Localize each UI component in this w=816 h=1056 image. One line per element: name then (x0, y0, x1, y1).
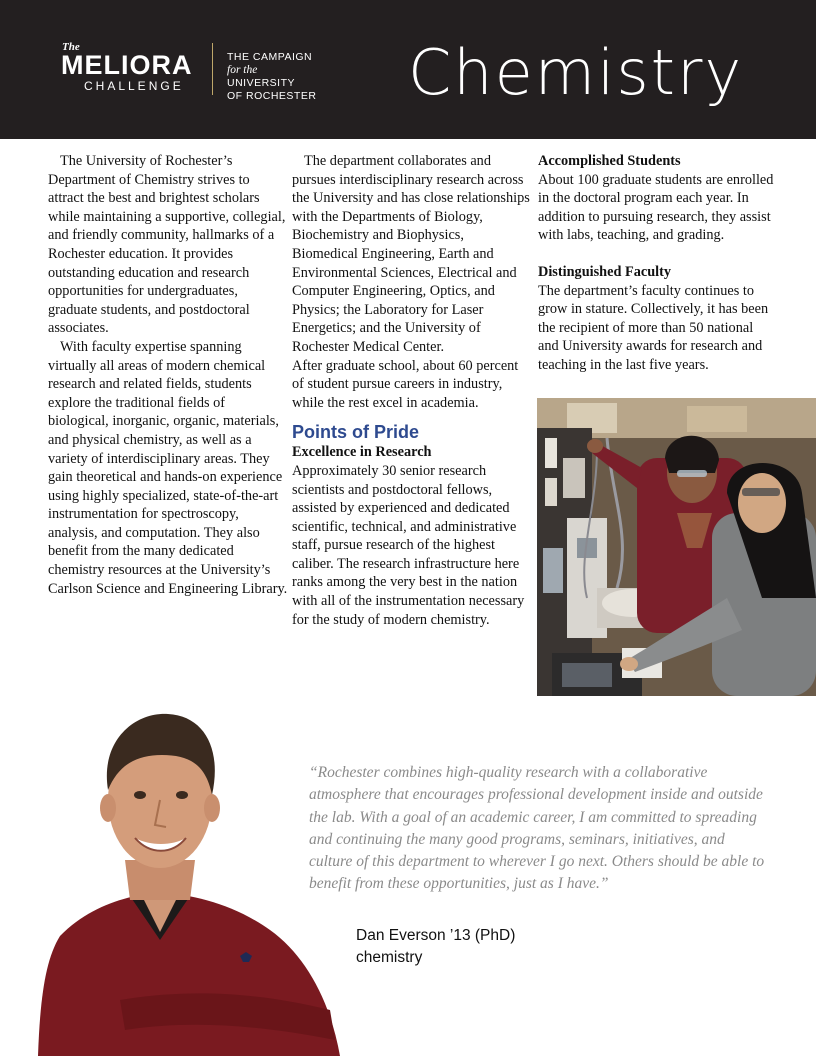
logo-campaign-text (227, 51, 326, 103)
expertise-paragraph: With faculty expertise spanning virtually all areas of modern chemical research and related fields, students explore the traditional fields of biological, inorganic, organic, materials, and physical chemistry, as well as a variety of interdisciplinary areas. They gain theoretical and hands-on experience using highly specialized, state-of-the-art instrumentation for spectroscopy, analysis, and computation. They also benefit from the many dedicated chemistry resources at the University’s Carlson Science and Engineering Library. (48, 338, 288, 597)
campaign-line-3: OF ROCHESTER (227, 90, 317, 102)
logo-challenge: CHALLENGE (84, 79, 184, 93)
students-text: About 100 graduate students are enrolled in the doctoral program each year. In addition to pursuing research, they assist with labs, teaching, and grading. (538, 171, 774, 244)
campaign-line-1: THE CAMPAIGN (227, 51, 313, 63)
section-gap (538, 245, 774, 263)
students-heading: Accomplished Students (538, 153, 681, 169)
campaign-line-2-italic: for the (227, 64, 258, 76)
column-2 (292, 152, 532, 629)
campaign-line-2 (227, 64, 326, 90)
logo-the: The (62, 41, 80, 53)
careers-paragraph: After graduate school, about 60 percent of student pursue careers in industry, while the rest excel in academia. (292, 357, 519, 411)
points-of-pride-heading: Points of Pride (292, 422, 420, 443)
student-portrait (0, 700, 345, 1056)
student-portrait-illustration (0, 700, 345, 1056)
column-1 (48, 152, 288, 598)
excellence-text: Approximately 30 senior research scientists and postdoctoral fellows, assisted by experienced and dedicated scientific, technical, and administrative staff, pursue research of the highest caliber. The research infrastructure here ranks among the very best in the nation with all of the instrumentation necessary for the study of modern chemistry. (292, 462, 525, 628)
header-banner (0, 0, 816, 139)
meliora-challenge-logo (58, 41, 326, 102)
faculty-heading: Distinguished Faculty (538, 263, 672, 280)
logo-divider (212, 43, 213, 95)
column-3 (538, 152, 774, 375)
collaboration-paragraph: The department collaborates and pursues interdisciplinary research across the University and has close relationships with the Departments of Biology, Biochemistry and Biophysics, Biomedical Engineering, Earth and Environmental Sciences, Electrical and Computer Engineering, Optics, and Physics; the Laboratory for Laser Energetics; and the University of Rochester Medical Center. (292, 153, 530, 355)
quote-department: chemistry (356, 949, 423, 966)
faculty-text: The department’s faculty continues to grow in stature. Collectively, it has been the recipient of more than 50 national and University awards for research and teaching in the last five years. (538, 282, 769, 373)
page-title: Chemistry (408, 36, 744, 109)
lab-photo-illustration (537, 398, 816, 696)
intro-paragraph: The University of Rochester’s Department of Chemistry strives to attract the best and brightest scholars while maintaining a supportive, collegial, and friendly community, hallmarks of a Rochester education. It provides outstanding education and research opportunities for undergraduates, graduate students, and postdoctoral associates. (48, 153, 286, 337)
campaign-line-2-text: UNIVERSITY (227, 77, 296, 89)
logo-name: MELIORA (61, 50, 193, 80)
quote-attribution (356, 925, 515, 969)
student-quote: “Rochester combines high-quality research with a collaborative atmosphere that encourages professional development inside and outside the lab. With a goal of an academic career, I am committed to spreading and continuing the many good programs, seminars, initiatives, and culture of this department to wherever I go next. Others should be able to benefit from these opportunities, just as I have.” (309, 764, 765, 893)
quote-author: Dan Everson ’13 (PhD) (356, 927, 516, 944)
excellence-heading: Excellence in Research (292, 444, 432, 461)
lab-photo (537, 398, 816, 696)
